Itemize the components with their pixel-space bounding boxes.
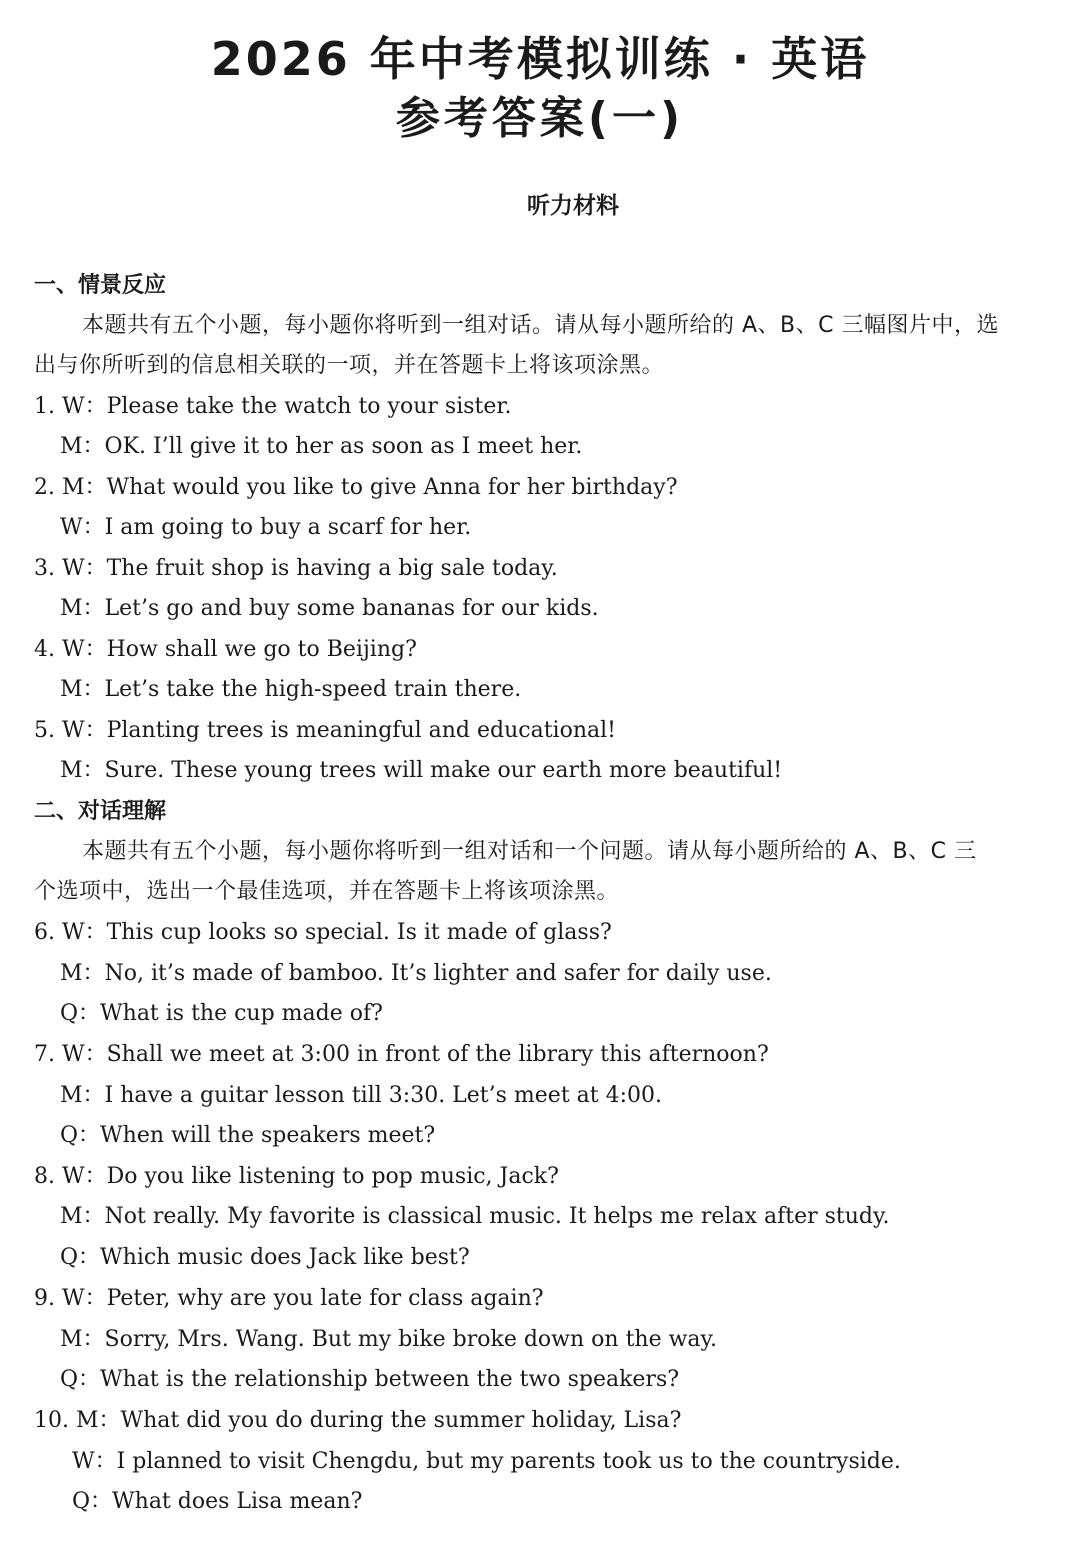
q6-line-m: M：No, it’s made of bamboo. It’s lighter and safer for daily use. — [60, 961, 772, 986]
q7-line-q: Q：When will the speakers meet? — [60, 1123, 436, 1148]
q5-line-m: M：Sure. These young trees will make our earth more beautiful! — [60, 758, 783, 783]
part2-heading: 二、对话理解 — [34, 799, 167, 824]
document-title: 2026 年中考模拟训练 · 英语 — [210, 32, 870, 86]
q7-line-m: M：I have a guitar lesson till 3:30. Let’s meet at 4:00. — [60, 1083, 663, 1108]
q4-line-w: 4. W：How shall we go to Beijing? — [34, 637, 417, 662]
q1-line-w: 1. W：Please take the watch to your sister. — [34, 394, 512, 419]
q10-line-q: Q：What does Lisa mean? — [72, 1489, 363, 1514]
q3-line-w: 3. W：The fruit shop is having a big sale today. — [34, 556, 558, 581]
q2-line-w: W：I am going to buy a scarf for her. — [60, 515, 472, 540]
q2-line-m: 2. M：What would you like to give Anna for her birthday? — [34, 475, 678, 500]
q9-line-q: Q：What is the relationship between the two speakers? — [60, 1367, 680, 1392]
q9-line-w: 9. W：Peter, why are you late for class again? — [34, 1286, 544, 1311]
q5-line-w: 5. W：Planting trees is meaningful and educational! — [34, 718, 616, 743]
part1-instruction-line1: 本题共有五个小题，每小题你将听到一组对话。请从每小题所给的 A、B、C 三幅图片中，选 — [82, 313, 999, 338]
q6-line-q: Q：What is the cup made of? — [60, 1001, 383, 1026]
listening-material-title: 听力材料 — [527, 193, 619, 219]
q10-line-w: W：I planned to visit Chengdu, but my parents took us to the countryside. — [72, 1449, 901, 1474]
q6-line-w: 6. W：This cup looks so special. Is it made of glass? — [34, 920, 612, 945]
q10-line-m: 10. M：What did you do during the summer holiday, Lisa? — [34, 1408, 682, 1433]
q4-line-m: M：Let’s take the high-speed train there. — [60, 677, 522, 702]
q8-line-w: 8. W：Do you like listening to pop music, Jack? — [34, 1164, 559, 1189]
q9-line-m: M：Sorry, Mrs. Wang. But my bike broke down on the way. — [60, 1327, 718, 1352]
q1-line-m: M：OK. I’ll give it to her as soon as I meet her. — [60, 434, 583, 459]
q8-line-m: M：Not really. My favorite is classical music. It helps me relax after study. — [60, 1204, 890, 1229]
part1-heading: 一、情景反应 — [34, 273, 167, 298]
document-subtitle: 参考答案(一) — [395, 93, 685, 144]
part2-instruction-line2: 个选项中，选出一个最佳选项，并在答题卡上将该项涂黑。 — [34, 879, 620, 904]
q3-line-m: M：Let’s go and buy some bananas for our kids. — [60, 596, 599, 621]
part1-instruction-line2: 出与你所听到的信息相关联的一项，并在答题卡上将该项涂黑。 — [34, 353, 665, 378]
part2-instruction-line1: 本题共有五个小题，每小题你将听到一组对话和一个问题。请从每小题所给的 A、B、C 三 — [82, 839, 977, 864]
q8-line-q: Q：Which music does Jack like best? — [60, 1245, 470, 1270]
q7-line-w: 7. W：Shall we meet at 3:00 in front of the library this afternoon? — [34, 1042, 769, 1067]
